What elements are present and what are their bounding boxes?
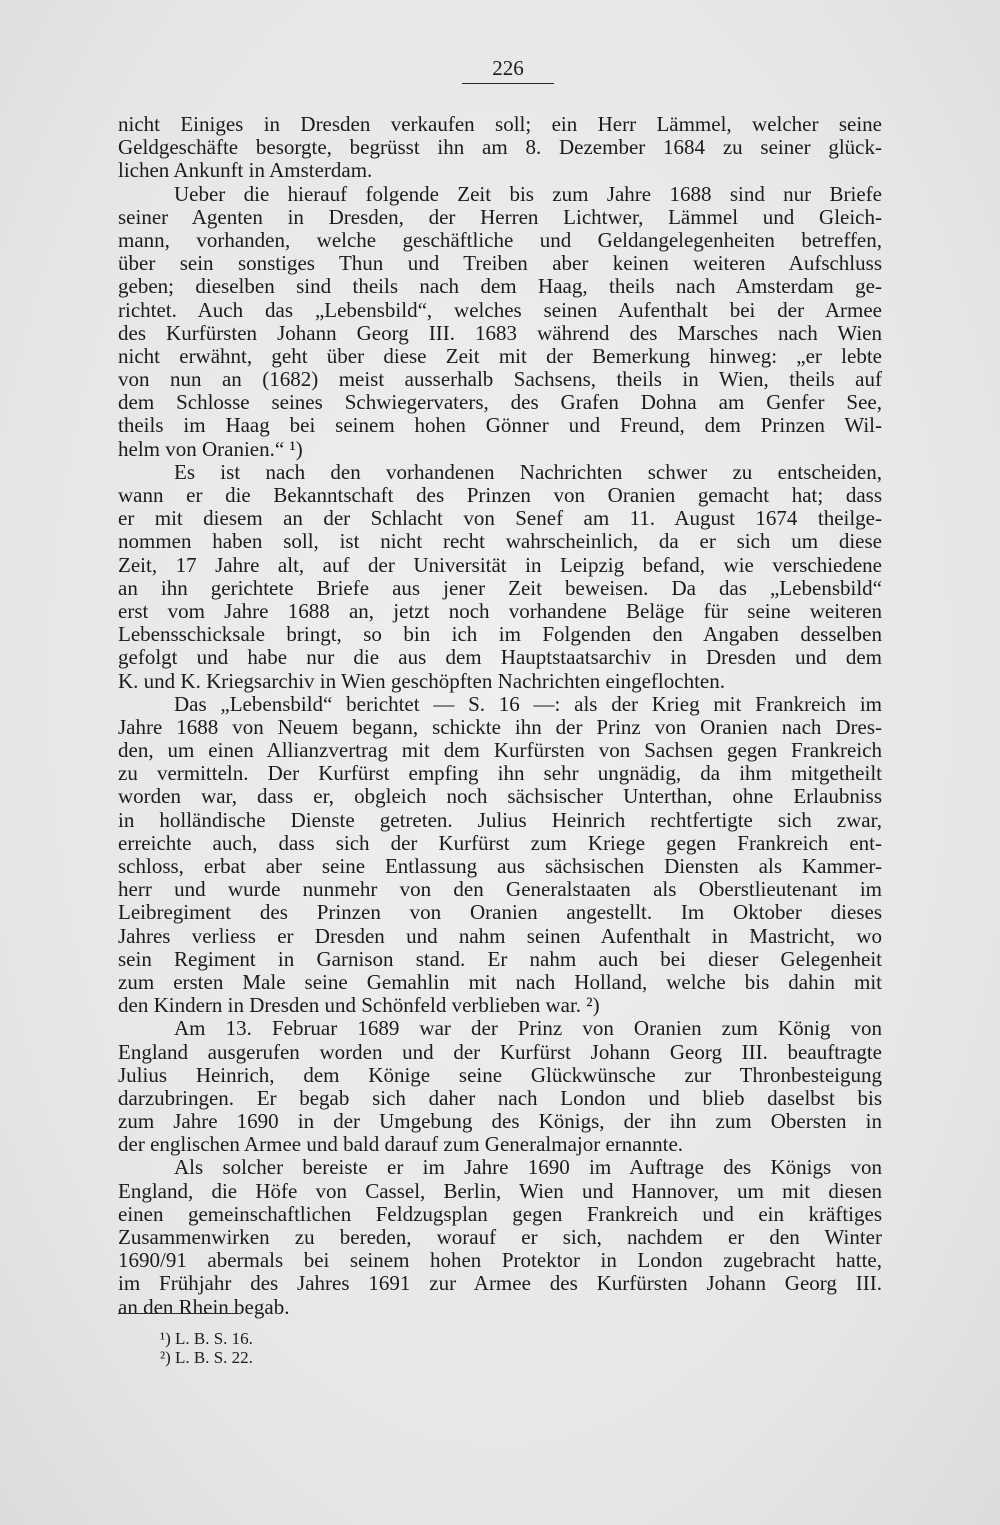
text-line: über sein sonstiges Thun und Treiben aber keinen weiteren Aufschluss (118, 251, 882, 276)
text-line: Ueber die hierauf folgende Zeit bis zum Jahre 1688 sind nur Briefe (174, 181, 882, 206)
text-line: an den Rhein begab. (118, 1294, 290, 1319)
text-line: nommen haben soll, ist nicht recht wahrscheinlich, da er sich um diese (118, 529, 882, 554)
text-line: Jahre 1688 von Neuem begann, schickte ihn der Prinz von Oranien nach Dres- (118, 714, 882, 739)
text-line: nicht erwähnt, geht über diese Zeit mit der Bemerkung hinweg: „er lebte (118, 343, 882, 368)
text-line: den, um einen Allianzvertrag mit dem Kurfürsten von Sachsen gegen Frankreich (118, 738, 882, 763)
text-line: Jahres verliess er Dresden und nahm seinen Aufenthalt in Mastricht, wo (118, 923, 882, 948)
text-line: dem Schlosse seines Schwiegervaters, des Grafen Dohna am Genfer See, (118, 390, 882, 415)
text-line: der englischen Armee und bald darauf zum Generalmajor ernannte. (118, 1132, 684, 1157)
text-line: theils im Haag bei seinem hohen Gönner und Freund, dem Prinzen Wil- (118, 413, 882, 438)
text-line: Als solcher bereiste er im Jahre 1690 im Auftrage des Königs von (174, 1155, 882, 1180)
text-line: Zusammenwirken zu bereden, worauf er sich, nachdem er den Winter (118, 1225, 882, 1249)
text-line: sein Regiment in Garnison stand. Er nahm auch bei dieser Gelegenheit (118, 946, 882, 971)
text-line: nicht Einiges in Dresden verkaufen soll; ein Herr Lämmel, welcher seine (118, 112, 882, 136)
text-line: Leibregiment des Prinzen von Oranien angestellt. Im Oktober dieses (118, 900, 882, 925)
text-line: zum Jahre 1690 in der Umgebung des Königs, der ihn zum Obersten in (118, 1109, 882, 1134)
text-line: richtet. Auch das „Lebensbild“, welches seinen Aufenthalt bei der Armee (118, 297, 882, 322)
body-text (118, 113, 882, 1319)
footnote: ²) L. B. S. 22. (160, 1348, 253, 1367)
text-line: erst vom Jahre 1688 an, jetzt noch vorhandene Beläge für seine weiteren (118, 598, 882, 623)
text-line: mann, vorhanden, welche geschäftliche und Geldangelegenheiten betreffen, (118, 227, 882, 252)
text-line: K. und K. Kriegsarchiv in Wien geschöpften Nachrichten eingeflochten. (118, 668, 725, 693)
text-line: Geldgeschäfte besorgte, begrüsst ihn am 8. Dezember 1684 zu seiner glück- (118, 135, 882, 160)
footnote: ¹) L. B. S. 16. (160, 1329, 253, 1348)
text-line: im Frühjahr des Jahres 1691 zur Armee des Kurfürsten Johann Georg III. (118, 1271, 882, 1296)
text-line: Zeit, 17 Jahre alt, auf der Universität in Leipzig befand, wie verschiedene (118, 552, 882, 577)
text-line: an ihn gerichtete Briefe aus jener Zeit beweisen. Da das „Lebensbild“ (118, 575, 882, 600)
text-line: des Kurfürsten Johann Georg III. 1683 während des Marsches nach Wien (118, 320, 882, 345)
text-line: schloss, erbat aber seine Entlassung aus sächsischen Diensten als Kammer- (118, 854, 882, 878)
text-line: von nun an (1682) meist ausserhalb Sachsens, theils in Wien, theils auf (118, 367, 882, 392)
text-line: erreichte auch, dass sich der Kurfürst zum Kriege gegen Frankreich ent- (118, 830, 882, 855)
text-line: den Kindern in Dresden und Schönfeld verblieben war. ²) (118, 993, 600, 1018)
text-line: 1690/91 abermals bei seinem hohen Protektor in London zugebracht hatte, (118, 1248, 882, 1273)
text-line: lichen Ankunft in Amsterdam. (118, 158, 373, 183)
footnotes (160, 1329, 253, 1367)
text-line: geben; dieselben sind theils nach dem Haag, theils nach Amsterdam ge- (118, 274, 882, 299)
text-line: gefolgt und habe nur die aus dem Hauptstaatsarchiv in Dresden und dem (118, 645, 882, 670)
text-line: Lebensschicksale bringt, so bin ich im Folgenden den Angaben desselben (118, 622, 882, 647)
text-line: herr und wurde nunmehr von den Generalstaaten als Oberstlieutenant im (118, 877, 882, 902)
text-line: helm von Oranien.“ ¹) (118, 436, 303, 461)
text-line: Am 13. Februar 1689 war der Prinz von Oranien zum König von (174, 1016, 882, 1041)
text-line: zu vermitteln. Der Kurfürst empfing ihn sehr ungnädig, da ihm mitgetheilt (118, 761, 882, 786)
text-line: England ausgerufen worden und der Kurfürst Johann Georg III. beauftragte (118, 1039, 882, 1064)
page-number: 226 (462, 56, 554, 84)
text-line: Es ist nach den vorhandenen Nachrichten schwer zu entscheiden, (174, 459, 882, 484)
text-line: wann er die Bekanntschaft des Prinzen von Oranien gemacht hat; dass (118, 483, 882, 507)
footnote-divider (118, 1313, 238, 1314)
text-line: England, die Höfe von Cassel, Berlin, Wien und Hannover, um mit diesen (118, 1178, 882, 1203)
text-line: einen gemeinschaftlichen Feldzugsplan gegen Frankreich und ein kräftiges (118, 1201, 882, 1226)
text-line: in holländische Dienste getreten. Julius Heinrich rechtfertigte sich zwar, (118, 807, 882, 832)
text-line: worden war, dass er, obgleich noch sächsischer Unterthan, ohne Erlaubniss (118, 784, 882, 809)
text-line: seiner Agenten in Dresden, der Herren Lichtwer, Lämmel und Gleich- (118, 204, 882, 229)
text-line: Das „Lebensbild“ berichtet — S. 16 —: als der Krieg mit Frankreich im (174, 691, 882, 716)
text-line: zum ersten Male seine Gemahlin mit nach Holland, welche bis dahin mit (118, 969, 882, 994)
text-line: darzubringen. Er begab sich daher nach London und blieb daselbst bis (118, 1085, 882, 1110)
text-line: Julius Heinrich, dem Könige seine Glückwünsche zur Thronbesteigung (118, 1062, 882, 1087)
text-line: er mit diesem an der Schlacht von Senef am 11. August 1674 theilge- (118, 506, 882, 531)
